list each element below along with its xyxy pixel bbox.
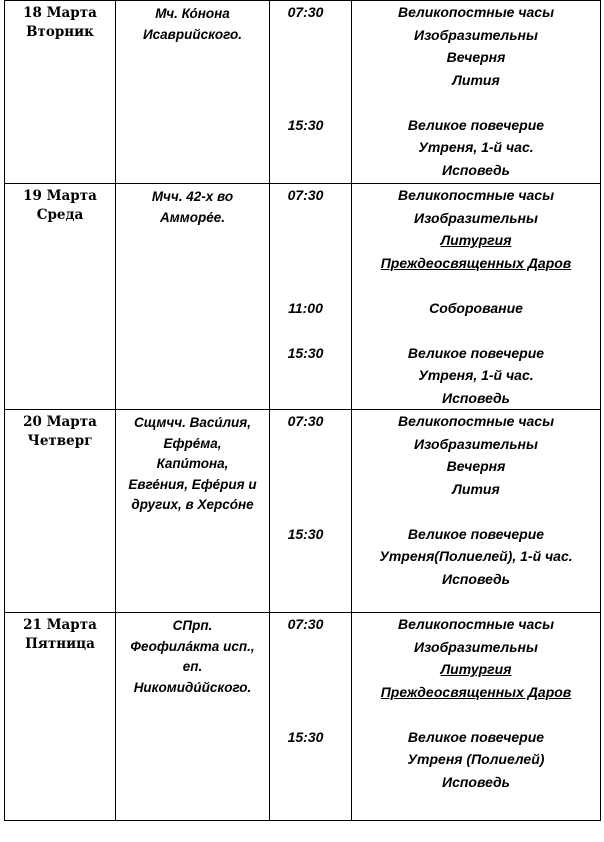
saint-cell (116, 184, 270, 410)
day-weekday: Пятница (25, 636, 95, 652)
service-name: Утреня, 1-й час. (418, 367, 534, 383)
saint-line: других, в Херсо́не (131, 497, 254, 512)
service-time: 15:30 (287, 344, 324, 361)
service-name (352, 658, 600, 681)
saint-line: Евге́ния, Ефе́рия и (128, 476, 257, 492)
service-name: Исповедь (442, 570, 510, 587)
service-name-underlined: Преждеосвященных Даров (380, 254, 572, 271)
service-name-underlined: Преждеосвященных Даров (380, 683, 572, 700)
service-name: Исповедь (442, 161, 510, 178)
saint-line: Амморе́е. (160, 209, 225, 225)
service-time: 15:30 (287, 728, 324, 745)
service-name-underlined: Литургия (440, 232, 512, 248)
service-name: Великопостные часы (397, 187, 555, 203)
time-cell (270, 184, 352, 410)
service-name: Изобразительны (414, 209, 538, 226)
service-name: Исповедь (442, 773, 510, 790)
service-name: Утреня(Полиелей), 1-й час. (379, 548, 573, 564)
service-name: Соборование (429, 299, 523, 316)
service-name: Утреня, 1-й час. (418, 139, 534, 155)
service-time: 07:30 (287, 616, 324, 632)
saint-line: Мчч. 42-х во (151, 189, 234, 204)
saint-cell (116, 613, 270, 821)
day-row (5, 613, 601, 821)
service-name: Великое повечерие (407, 525, 545, 542)
schedule-table (4, 0, 601, 821)
service-name: Великое повечерие (407, 116, 545, 133)
service-time: 15:30 (287, 525, 324, 542)
service-name: Великое повечерие (407, 728, 545, 745)
saint-line: Никомиди́йского. (133, 679, 252, 695)
day-cell (5, 410, 116, 613)
day-weekday: Вторник (26, 24, 94, 40)
saint-line: Феофила́кта исп., (130, 638, 255, 654)
time-cell (270, 410, 352, 613)
day-date: 19 Марта (23, 188, 97, 204)
saint-line: Ефре́ма, (163, 435, 222, 451)
day-row (5, 410, 601, 613)
time-cell (270, 1, 352, 184)
saint-line: Сщмчч. Васи́лия, (134, 415, 251, 430)
service-name (352, 252, 600, 275)
service-name: Великое повечерие (407, 344, 545, 361)
service-name: Утреня (Полиелей) (407, 751, 545, 767)
service-name: Изобразительны (414, 435, 538, 452)
saint-cell (116, 1, 270, 184)
services-cell (352, 613, 601, 821)
service-time: 07:30 (287, 413, 324, 429)
saint-cell (116, 410, 270, 613)
service-name: Великопостные часы (397, 4, 555, 20)
schedule-body (5, 1, 601, 821)
service-name: Изобразительны (414, 26, 538, 43)
service-name (352, 229, 600, 252)
service-time: 07:30 (287, 187, 324, 203)
day-row (5, 1, 601, 184)
day-row (5, 184, 601, 410)
day-weekday: Четверг (27, 433, 93, 449)
service-name-underlined: Литургия (440, 661, 512, 677)
day-cell (5, 613, 116, 821)
service-time: 11:00 (288, 299, 323, 316)
service-name: Лития (452, 480, 500, 497)
saint-line: СПрп. (172, 618, 213, 633)
saint-line: Исаврийского. (142, 26, 243, 42)
saint-line: Капи́тона, (156, 456, 229, 471)
service-time: 07:30 (287, 4, 324, 20)
saint-line: Мч. Ко́нона (155, 6, 230, 21)
services-cell (352, 1, 601, 184)
day-date: 20 Марта (23, 414, 97, 430)
time-cell (270, 613, 352, 821)
service-name: Исповедь (442, 389, 510, 406)
services-cell (352, 184, 601, 410)
day-cell (5, 184, 116, 410)
service-name: Великопостные часы (397, 616, 555, 632)
service-name: Лития (452, 71, 500, 88)
service-name: Вечерня (446, 49, 506, 65)
service-time: 15:30 (287, 116, 324, 133)
services-cell (352, 410, 601, 613)
day-weekday: Среда (36, 207, 84, 223)
saint-line: еп. (182, 659, 203, 674)
service-name: Великопостные часы (397, 413, 555, 429)
service-name (352, 681, 600, 704)
service-name: Изобразительны (414, 638, 538, 655)
service-name: Вечерня (446, 458, 506, 474)
day-date: 18 Марта (23, 5, 97, 21)
day-cell (5, 1, 116, 184)
day-date: 21 Марта (23, 617, 97, 633)
